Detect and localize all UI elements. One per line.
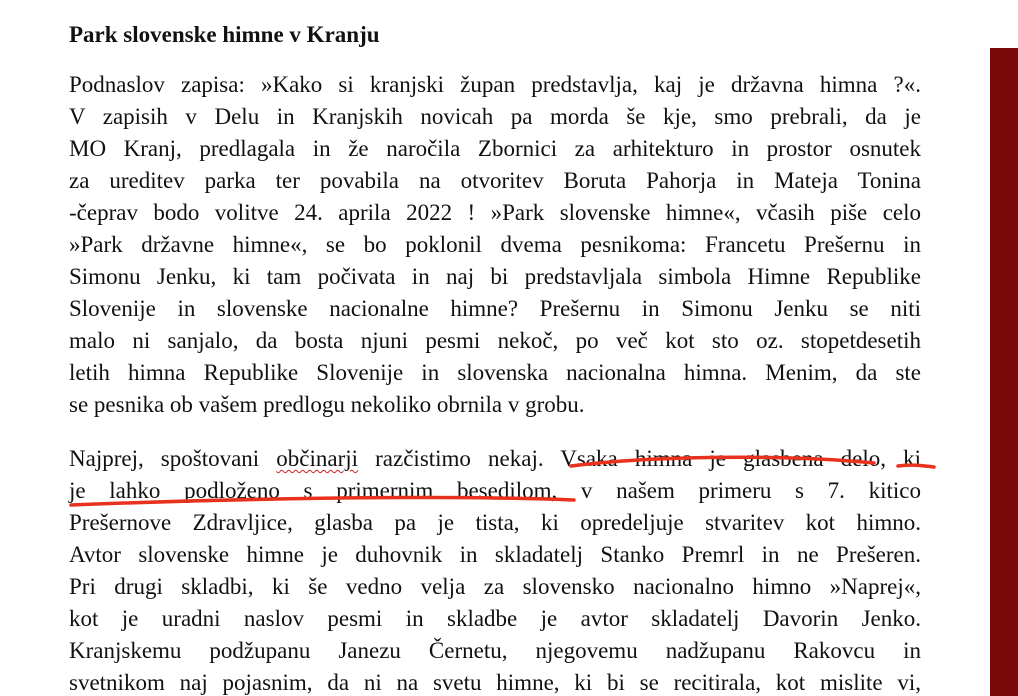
document-title: Park slovenske himne v Kranju (69, 22, 380, 47)
paragraph-2-line-1 (69, 443, 921, 475)
paragraph-1-line: MO Kranj, predlagala in že naročila Zbornici za arhitekturo in prostor osnutek (69, 136, 921, 161)
paragraph-1-line: Simonu Jenku, ki tam počivata in naj bi predstavljala simbola Himne Republike (69, 264, 921, 289)
paragraph-1-line: za ureditev parka ter povabila na otvoritev Boruta Pahorja in Mateja Tonina (69, 168, 921, 193)
text-span: razčistimo nekaj. Vsaka himna je glasbena delo, ki (358, 446, 921, 471)
paragraph-2-line: Prešernove Zdravljice, glasba pa je tista, ki opredeljuje stvaritev kot himno. (69, 510, 921, 535)
text-span: Najprej, spoštovani (69, 446, 277, 471)
paragraph-2-line: svetnikom naj pojasnim, da ni na svetu himne, ki bi se recitirala, kot mislite vi, (69, 670, 921, 695)
paragraph-1-line: malo ni sanjalo, da bosta njuni pesmi nekoč, po več kot sto oz. stopetdesetih (69, 328, 921, 353)
paragraph-1-line: V zapisih v Delu in Kranjskih novicah pa morda še kje, smo prebrali, da je (69, 104, 921, 129)
paragraph-2-line: Pri drugi skladbi, ki še vedno velja za slovensko nacionalno himno »Naprej«, (69, 574, 921, 599)
paragraph-1-line: letih himna Republike Slovenije in slovenska nacionalna himna. Menim, da ste (69, 360, 921, 385)
paragraph-1-line: Podnaslov zapisa: »Kako si kranjski župan predstavlja, kaj je državna himna ?«. (69, 72, 921, 97)
paragraph-1-line: Slovenije in slovenske nacionalne himne? Prešernu in Simonu Jenku se niti (69, 296, 921, 321)
misspelled-word: občinarji (276, 446, 359, 471)
paragraph-1-line: se pesnika ob vašem predlogu nekoliko obrnila v grobu. (69, 392, 585, 417)
paragraph-1-line: »Park državne himne«, se bo poklonil dvema pesnikoma: Francetu Prešernu in (69, 232, 921, 257)
paragraph-2-line: Kranjskemu podžupanu Janezu Černetu, njegovemu nadžupanu Rakovcu in (69, 638, 921, 663)
side-accent-bar (990, 48, 1018, 696)
paragraph-2-line: je lahko podloženo s primernim besedilom, v našem primeru s 7. kitico (69, 478, 921, 503)
paragraph-2-line: kot je uradni naslov pesmi in skladbe je avtor skladatelj Davorin Jenko. (69, 606, 921, 631)
paragraph-1-line: -čeprav bodo volitve 24. aprila 2022 ! »Park slovenske himne«, včasih piše celo (69, 200, 921, 225)
paragraph-2-line: Avtor slovenske himne je duhovnik in skladatelj Stanko Premrl in ne Prešeren. (69, 542, 921, 567)
